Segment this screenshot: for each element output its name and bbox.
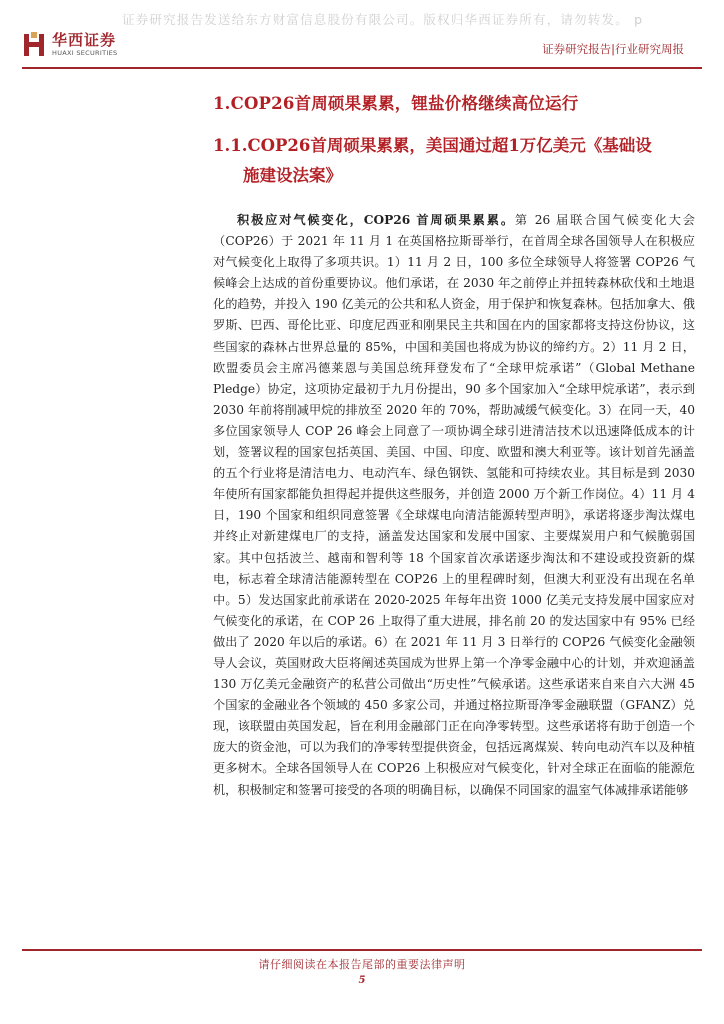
page-header (22, 28, 702, 66)
body-paragraph (213, 210, 695, 801)
paragraph-text: 第 26 届联合国气候变化大会（COP26）于 2021 年 11 月 1 在英国格拉斯哥举行，在首周全球各国领导人在积极应对气候变化上取得了多项共识。1）11 月 2 日，100 多位全球领导人将签署 COP26 气候峰会上达成的首份重要协议。他们承诺，在 2030 年之前停止并扭转森林砍伐和土地退化的趋势，并投入 190 亿美元的公共和私人资金，用于保护和恢复森林。包括加拿大、俄罗斯、巴西、哥伦比亚、印度尼西亚和刚果民主共和国在内的国家都将支持这份协议，这些国家的森林占世界总量的 85%，中国和美国也将成为协议的缔约方。2）11 月 2 日，欧盟委员会主席冯德莱恩与美国总统拜登发布了“全球甲烷承诺”（Global Methane Pledge）协定，这项协定最初于九月份提出，90 多个国家加入“全球甲烷承诺”，表示到 2030 年前将削减甲烷的排放至 2020 年的 70%，帮助减缓气候变化。3）在同一天，40 多位国家领导人 COP 26 峰会上同意了一项协调全球引进清洁技术以迅速降低成本的计划，签署议程的国家包括英国、美国、中国、印度、欧盟和澳大利亚等。该计划首先涵盖的五个行业将是清洁电力、电动汽车、绿色钢铁、氢能和可持续农业。其目标是到 2030 年使所有国家都能负担得起并提供这些服务，并创造 2000 万个新工作岗位。4）11 月 4 日，190 个国家和组织同意签署《全球煤电向清洁能源转型声明》，承诺将逐步淘汰煤电并终止对新建煤电厂的支持，涵盖发达国家和发展中国家、主要煤炭用户和气候脆弱国家。其中包括波兰、越南和智利等 18 个国家首次承诺逐步淘汰和不建设或投资新的煤电，标志着全球清洁能源转型在 COP26 上的里程碑时刻，但澳大利亚没有出现在名单中。5）发达国家此前承诺在 2020-2025 年每年出资 1000 亿美元支持发展中国家应对气候变化的承诺，在 COP 26 上取得了重大进展，排名前 20 的发达国家中有 95% 已经做出了 2020 年以后的承诺。6）在 2021 年 11 月 3 日举行的 COP26 气候变化金融领导人会议，英国财政大臣将阐述英国成为世界上第一个净零金融中心的计划，并欢迎涵盖 130 万亿美元金融资产的私营公司做出“历史性”气候承诺。这些承诺来自来自六大洲 45 个国家的金融业各个领域的 450 多家公司，并通过格拉斯哥净零金融联盟（GFANZ）兑现，该联盟由英国发起，旨在利用金融部门正在向净零转型。这些承诺将有助于创造一个庞大的资金池，可以为我们的净零转型提供资金，包括远离煤炭、转向电动汽车以及种植更多树木。全球各国领导人在 COP26 上积极应对气候变化，针对全球正在面临的能源危机，积极制定和签署可接受的各项的明确目标，以确保不同国家的温室气体减排承诺能够 (213, 213, 695, 797)
header-divider (22, 67, 702, 69)
section-heading-1-1-line1: 1.1.COP26首周硕果累累，美国通过超1万亿美元《基础设 (213, 136, 652, 155)
watermark-text: 证券研究报告发送给东方财富信息股份有限公司。版权归华西证券所有，请勿转发。 p (122, 12, 644, 27)
section-heading-1-1-line2: 施建设法案》 (243, 166, 342, 185)
paragraph-lead: 积极应对气候变化，COP26 首周硕果累累。 (237, 213, 515, 227)
section-heading-1: 1.COP26首周硕果累累，锂盐价格继续高位运行 (213, 94, 579, 113)
legal-notice: 请仔细阅读在本报告尾部的重要法律声明 (258, 958, 466, 971)
page-number: 5 (358, 975, 366, 986)
section-heading-1-1 (213, 131, 693, 191)
footer-divider (22, 949, 702, 951)
huaxi-logo-icon (22, 32, 46, 58)
huaxi-logo (22, 32, 117, 58)
logo-english-name: HUAXI SECURITIES (52, 49, 118, 58)
logo-chinese-name: 华西证券 (52, 31, 117, 50)
report-type-label: 证券研究报告|行业研究周报 (542, 42, 684, 56)
